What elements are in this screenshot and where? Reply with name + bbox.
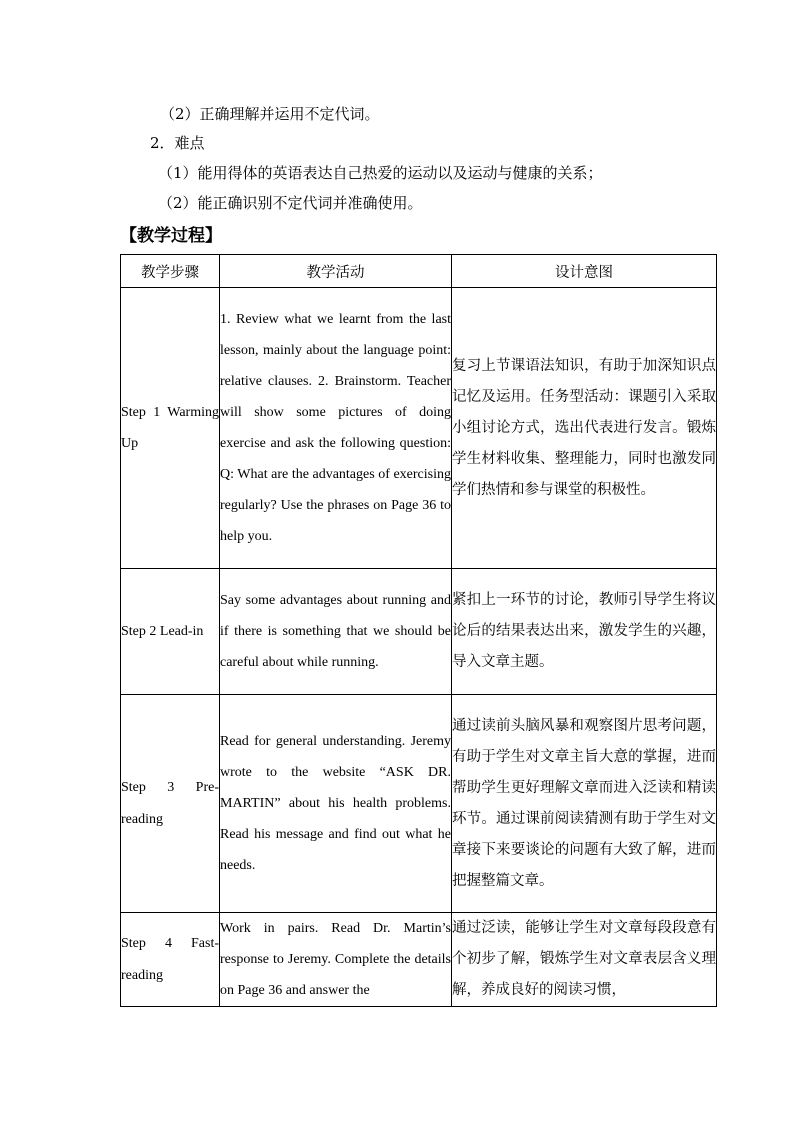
table-header-row xyxy=(121,255,717,288)
activity-cell: Say some advantages about running and if there is something that we should be careful about while running. xyxy=(220,569,452,695)
activity-cell: 1. Review what we learnt from the last lesson, mainly about the language point: relative clauses. 2. Brainstorm. Teacher will show some pictures of doing exercise and ask the following question: Q: What are the advantages of exercising regularly? Use the phrases on Page 36 to help you. xyxy=(220,288,452,569)
table-row xyxy=(121,913,717,1007)
section-heading: 【教学过程】 xyxy=(120,226,222,246)
header-intent: 设计意图 xyxy=(452,255,717,288)
activity-cell: Read for general understanding. Jeremy wrote to the website “ASK DR. MARTIN” about his health problems. Read his message and find out what he needs. xyxy=(220,695,452,913)
step-cell: Step 2 Lead-in xyxy=(121,569,220,695)
intent-cell: 通过泛读，能够让学生对文章每段段意有个初步了解，锻炼学生对文章表层含义理解，养成良好的阅读习惯， xyxy=(452,913,717,1007)
table-row xyxy=(121,288,717,569)
table-row xyxy=(121,569,717,695)
table-row xyxy=(121,695,717,913)
teaching-process-table xyxy=(120,254,717,1007)
intent-cell: 通过读前头脑风暴和观察图片思考问题，有助于学生对文章主旨大意的掌握，进而帮助学生更好理解文章而进入泛读和精读环节。通过课前阅读猜测有助于学生对文章接下来要谈论的问题有大致了解，进而把握整篇文章。 xyxy=(452,695,717,913)
header-step: 教学步骤 xyxy=(121,255,220,288)
intro-line-4: （2）能正确识别不定代词并准确使用。 xyxy=(158,194,423,212)
intro-line-3: （1）能用得体的英语表达自己热爱的运动以及运动与健康的关系； xyxy=(158,164,603,182)
step-cell: Step 3 Pre-reading xyxy=(121,695,220,913)
intro-line-1: （2）正确理解并运用不定代词。 xyxy=(160,105,380,123)
intent-cell: 复习上节课语法知识，有助于加深知识点记忆及运用。任务型活动：课题引入采取小组讨论方式，选出代表进行发言。锻炼学生材料收集、整理能力，同时也激发同学们热情和参与课堂的积极性。 xyxy=(452,288,717,569)
intro-line-2: 2．难点 xyxy=(150,134,205,152)
header-activity: 教学活动 xyxy=(220,255,452,288)
activity-cell: Work in pairs. Read Dr. Martin’s response to Jeremy. Complete the details on Page 36 and answer the xyxy=(220,913,452,1007)
intent-cell: 紧扣上一环节的讨论，教师引导学生将议论后的结果表达出来，激发学生的兴趣，导入文章主题。 xyxy=(452,569,717,695)
step-cell: Step 1 Warming Up xyxy=(121,288,220,569)
step-cell: Step 4 Fast-reading xyxy=(121,913,220,1007)
